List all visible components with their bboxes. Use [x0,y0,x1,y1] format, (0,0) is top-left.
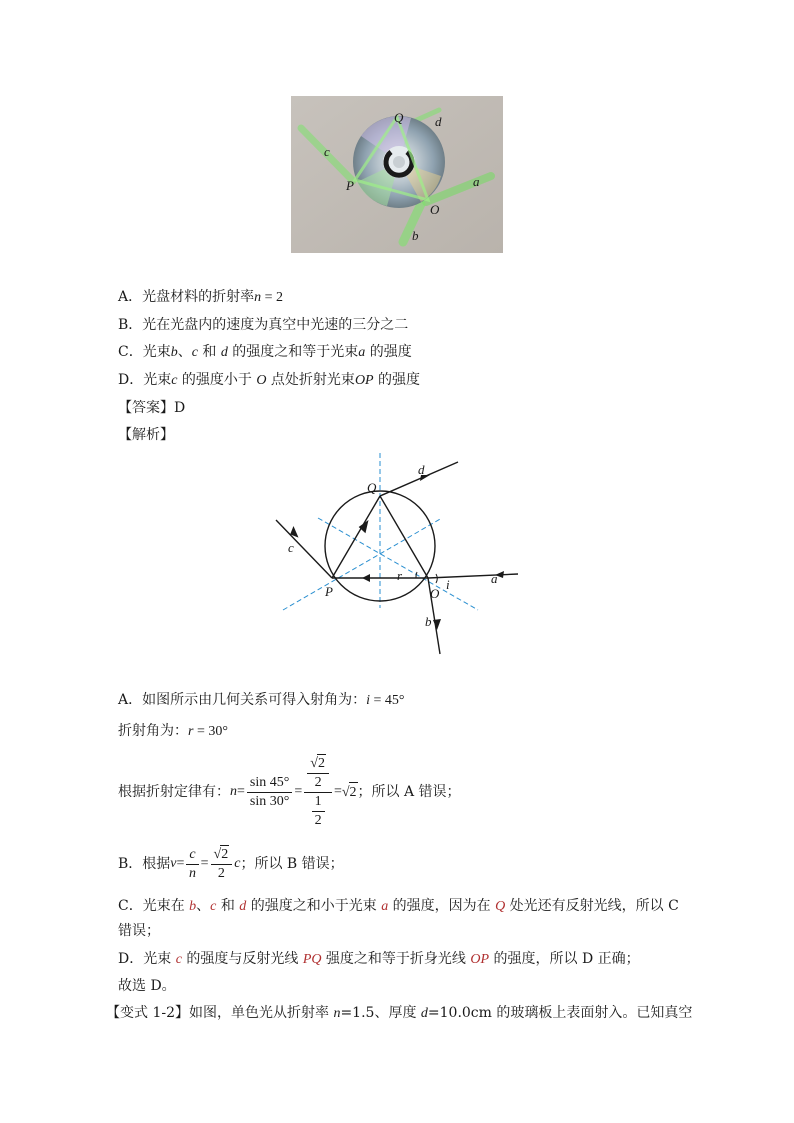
diagram-label-Q: Q [367,480,377,495]
solution-choose: 故选 D。 [118,978,176,994]
diagram-label-b: b [425,614,432,629]
answer: 【答案】D [118,400,186,416]
diagram-label-c: c [288,540,294,555]
option-c: C．光束b、c 和 d 的强度之和等于光束a 的强度 [118,344,412,360]
option-a: A．光盘材料的折射率n = 2 [118,289,284,305]
diagram-label-r: r [397,568,403,583]
sin-fraction: $\frac{\sin 45^\circ}{\sin 30^\circ}$ [247,774,292,811]
diagram-label-d: d [418,462,425,477]
compound-fraction: $\frac{\frac{√2}{2}}{\frac{1}{2}}$ [304,754,332,830]
cd-photo-image [291,96,503,253]
option-d: D．光束c 的强度小于 O 点处折射光束OP 的强度 [118,372,421,388]
cd-photo [291,96,503,253]
diagram-label-P: P [325,584,333,599]
refraction-diagram [270,450,530,660]
arrow-c [289,526,298,539]
photo-label-d: d [435,114,442,129]
arrow-op [362,574,370,582]
variant-question: 【变式 1-2】如图，单色光从折射率 n=1.5、厚度 d=10.0cm 的玻璃板上表面射入。已知真空 [106,1005,693,1021]
diagram-label-a: a [491,571,498,586]
diagram-label-O: O [430,586,440,601]
solution-line-a: A．如图所示由几何关系可得入射角为：i = 45° [118,692,405,708]
normal-line-p [283,518,442,610]
ray-c [276,520,332,578]
option-b: B．光在光盘内的速度为真空中光速的三分之二 [118,317,409,333]
photo-label-P: P [346,178,354,193]
arrow-b [433,619,441,630]
solution-refraction-angle: 折射角为：r = 30° [118,723,228,739]
solution-line-c-cont: 错误； [118,923,160,939]
solution-law: 根据折射定律有： n = $\frac{\sin 45^\circ}{\sin 30^\circ}$ = $\frac{\frac{√2}{2}}{\frac{1}{2}}$ = √2 ；所以 A 错误； [118,756,461,828]
solution-line-c: C．光束在 b、c 和 d 的强度之和小于光束 a 的强度，因为在 Q 处光还有反射光线，所以 C [118,898,679,914]
photo-label-O: O [430,202,440,217]
solution-line-b: B．根据 v = $\frac{c}{n}$ = $\frac{√2}{2}$ c ；所以 B 错误； [118,846,344,881]
ray-a [428,574,518,578]
solution-line-d: D．光束 c 的强度与反射光线 PQ 强度之和等于折身光线 OP 的强度，所以 D 正确； [118,951,640,967]
photo-label-Q: Q [394,110,404,125]
photo-label-a: a [473,174,480,189]
photo-label-b: b [412,228,419,243]
normal-line-o [318,518,478,610]
photo-label-c: c [324,144,330,159]
diagram-label-i: i [446,577,450,592]
analysis-heading: 【解析】 [118,427,174,443]
